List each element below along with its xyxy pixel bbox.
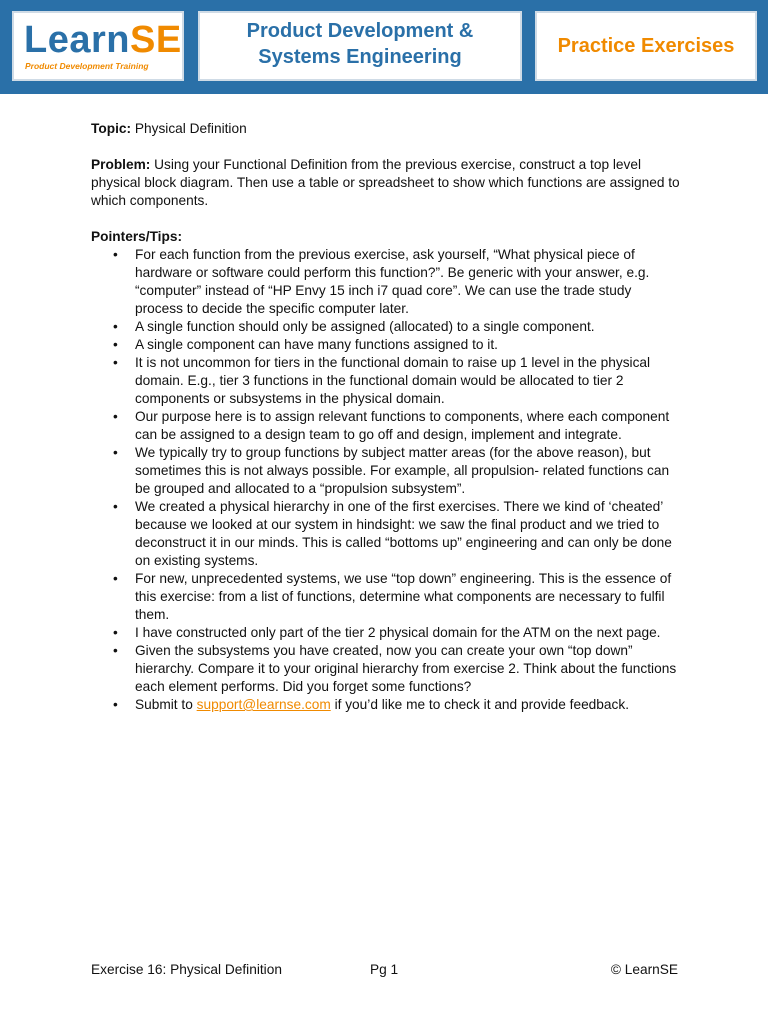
tips-list bbox=[91, 246, 681, 714]
footer-page-number: Pg 1 bbox=[370, 962, 399, 977]
bullet-icon: • bbox=[113, 409, 118, 424]
topic-value: Physical Definition bbox=[134, 121, 247, 136]
tip-text: Our purpose here is to assign relevant functions to components, where each component can be assigned to a design team to go off and design, implement and integrate. bbox=[135, 409, 670, 442]
problem-text: Using your Functional Definition from the previous exercise, construct a top level physical block diagram. Then use a table or spreadsheet to show which functions are assigned to which components. bbox=[91, 157, 680, 208]
bullet-icon: • bbox=[113, 643, 118, 658]
list-item bbox=[91, 624, 681, 642]
bullet-icon: • bbox=[113, 319, 118, 334]
tip-text: A single component can have many functions assigned to it. bbox=[135, 337, 498, 352]
bullet-icon: • bbox=[113, 571, 118, 586]
bullet-icon: • bbox=[113, 697, 118, 712]
footer-copyright: © LearnSE bbox=[610, 962, 678, 977]
logo-tagline: Product Development Training bbox=[25, 61, 149, 71]
footer-exercise-title: Exercise 16: Physical Definition bbox=[91, 962, 282, 977]
header-title bbox=[200, 18, 520, 70]
tips-heading: Pointers/Tips: bbox=[91, 229, 183, 244]
bullet-icon: • bbox=[113, 445, 118, 460]
tip-text: We created a physical hierarchy in one of the first exercises. There we kind of ‘cheated’ because we looked at our system in hindsight: we saw the final product and we tried to deconstruct it in our minds. This is called “bottoms up” engineering and can only be done on existing systems. bbox=[135, 499, 672, 568]
list-item bbox=[91, 696, 681, 714]
list-item bbox=[91, 408, 681, 444]
topic-label: Topic: bbox=[91, 121, 132, 136]
list-item bbox=[91, 498, 681, 570]
tip-text: A single function should only be assigned (allocated) to a single component. bbox=[135, 319, 595, 334]
submit-suffix: if you’d like me to check it and provide feedback. bbox=[334, 697, 630, 712]
list-item bbox=[91, 570, 681, 624]
list-item bbox=[91, 336, 681, 354]
bullet-icon: • bbox=[113, 355, 118, 370]
logo-word-learn: Learn bbox=[24, 19, 130, 61]
problem-label: Problem: bbox=[91, 157, 151, 172]
support-email-link[interactable]: support@learnse.com bbox=[196, 697, 331, 712]
header-title-line2: Systems Engineering bbox=[258, 46, 462, 68]
document-body bbox=[91, 120, 681, 714]
topic-line bbox=[91, 120, 681, 138]
bullet-icon: • bbox=[113, 247, 118, 262]
learnse-logo bbox=[24, 18, 182, 62]
list-item bbox=[91, 444, 681, 498]
tip-text: I have constructed only part of the tier 2 physical domain for the ATM on the next page. bbox=[135, 625, 661, 640]
tip-text: For new, unprecedented systems, we use “top down” engineering. This is the essence of this exercise: from a list of functions, determine what components are necessary to fulfil them. bbox=[135, 571, 672, 622]
submit-prefix: Submit to bbox=[135, 697, 193, 712]
practice-exercises-label: Practice Exercises bbox=[557, 35, 735, 57]
header-banner bbox=[0, 0, 768, 94]
bullet-icon: • bbox=[113, 625, 118, 640]
list-item bbox=[91, 318, 681, 336]
list-item bbox=[91, 246, 681, 318]
tip-text: Given the subsystems you have created, now you can create your own “top down” hierarchy. Compare it to your original hierarchy from exercise 2. Think about the functions each element performs. Did you forget some functions? bbox=[135, 643, 677, 694]
logo-word-se: SE bbox=[129, 19, 182, 61]
title-box bbox=[198, 11, 522, 81]
tip-text: It is not uncommon for tiers in the functional domain to raise up 1 level in the physical domain. E.g., tier 3 functions in the functional domain would be allocated to tier 2 components or subsystems in the physical domain. bbox=[135, 355, 651, 406]
problem-paragraph bbox=[91, 156, 681, 210]
bullet-icon: • bbox=[113, 337, 118, 352]
list-item bbox=[91, 642, 681, 696]
logo-box bbox=[12, 11, 184, 81]
tip-text: We typically try to group functions by subject matter areas (for the above reason), but sometimes this is not always possible. For example, all propulsion- related functions can be grouped and allocated to a “propulsion subsystem”. bbox=[135, 445, 670, 496]
bullet-icon: • bbox=[113, 499, 118, 514]
tip-text: For each function from the previous exercise, ask yourself, “What physical piece of hardware or software could perform this function?”. Be generic with your answer, e.g. “computer” instead of “HP Envy 15 inch i7 quad core”. We can use the trade study process to decide the specific computer later. bbox=[135, 247, 650, 316]
list-item bbox=[91, 354, 681, 408]
header-title-line1: Product Development & bbox=[246, 20, 474, 42]
practice-box bbox=[535, 11, 757, 81]
